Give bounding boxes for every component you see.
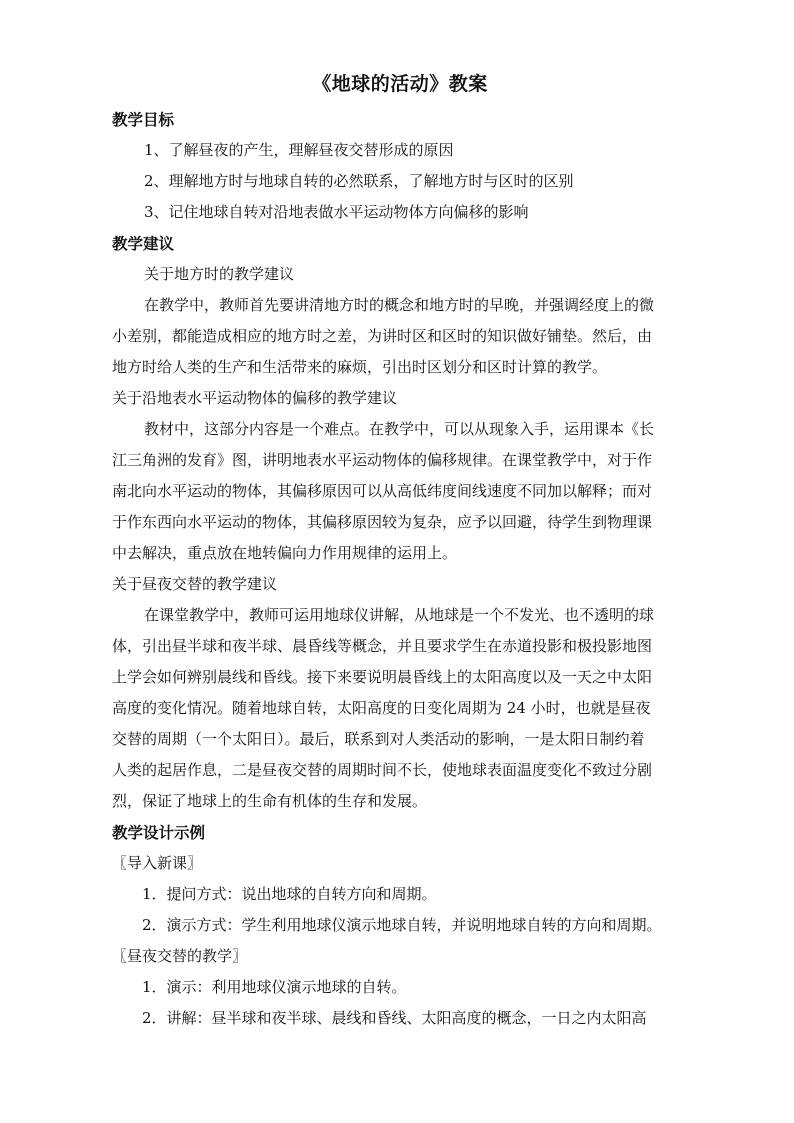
paragraph-line: 上学会如何辨别晨线和昏线。接下来要说明晨昏线上的太阳高度以及一天之中太阳: [112, 668, 653, 686]
numbered-item: 1．提问方式：说出地球的自转方向和周期。: [142, 885, 437, 903]
design-example-heading: 教学设计示例: [112, 823, 206, 842]
goal-item: 1、了解昼夜的产生，理解昼夜交替形成的原因: [144, 141, 454, 159]
paragraph-line: 交替的周期（一个太阳日）。最后，联系到对人类活动的影响，一是太阳日制约着: [112, 730, 645, 748]
goal-item: 2、理解地方时与地球自转的必然联系，了解地方时与区时的区别: [144, 172, 574, 190]
paragraph-line: 中去解决，重点放在地转偏向力作用规律的运用上。: [112, 544, 458, 562]
paragraph-line: 人类的起居作息，二是昼夜交替的周期时间不长，使地球表面温度变化不致过分剧: [112, 761, 653, 779]
paragraph-line: 教材中，这部分内容是一个难点。在教学中，可以从现象入手，运用课本《长: [144, 420, 655, 438]
day-night-subheading: 关于昼夜交替的教学建议: [112, 575, 278, 593]
goal-item: 3、记住地球自转对沿地表做水平运动物体方向偏移的影响: [144, 203, 529, 221]
paragraph-line: 在课堂教学中，教师可运用地球仪讲解，从地球是一个不发光、也不透明的球: [144, 606, 655, 624]
teaching-goals-heading: 教学目标: [112, 110, 175, 129]
document-title: 《地球的活动》教案: [312, 73, 488, 95]
document-page: [112, 70, 688, 1034]
deflection-subheading: 关于沿地表水平运动物体的偏移的教学建议: [112, 389, 398, 407]
paragraph-line: 烈，保证了地球上的生命有机体的生存和发展。: [112, 792, 428, 810]
paragraph-line: 体，引出昼半球和夜半球、晨昏线等概念，并且要求学生在赤道投影和极投影地图: [112, 637, 653, 655]
paragraph-line: 江三角洲的发育》图，讲明地表水平运动物体的偏移规律。在课堂教学中，对于作: [112, 451, 653, 469]
teaching-suggestions-heading: 教学建议: [112, 234, 175, 253]
paragraph-line: 高度的变化情况。随着地球自转，太阳高度的日变化周期为 24 小时，也就是昼夜: [112, 699, 651, 717]
day-night-teaching-heading: 〖昼夜交替的教学〗: [112, 947, 248, 965]
intro-lesson-heading: 〖导入新课〗: [112, 854, 203, 872]
numbered-item: 1．演示：利用地球仪演示地球的自转。: [142, 978, 407, 996]
paragraph-line: 在教学中，教师首先要讲清地方时的概念和地方时的早晚，并强调经度上的微: [144, 296, 655, 314]
paragraph-line: 地方时给人类的生产和生活带来的麻烦，引出时区划分和区时计算的教学。: [112, 358, 608, 376]
numbered-item: 2．讲解：昼半球和夜半球、晨线和昏线、太阳高度的概念，一日之内太阳高: [142, 1009, 647, 1027]
paragraph-line: 小差别，都能造成相应的地方时之差，为讲时区和区时的知识做好铺垫。然后，由: [112, 327, 653, 345]
paragraph-line: 南北向水平运动的物体，其偏移原因可以从高低纬度间线速度不同加以解释；而对: [112, 482, 653, 500]
paragraph-line: 于作东西向水平运动的物体，其偏移原因较为复杂，应予以回避，待学生到物理课: [112, 513, 653, 531]
local-time-subheading: 关于地方时的教学建议: [144, 265, 295, 283]
numbered-item: 2．演示方式：学生利用地球仪演示地球自转，并说明地球自转的方向和周期。: [142, 916, 662, 934]
